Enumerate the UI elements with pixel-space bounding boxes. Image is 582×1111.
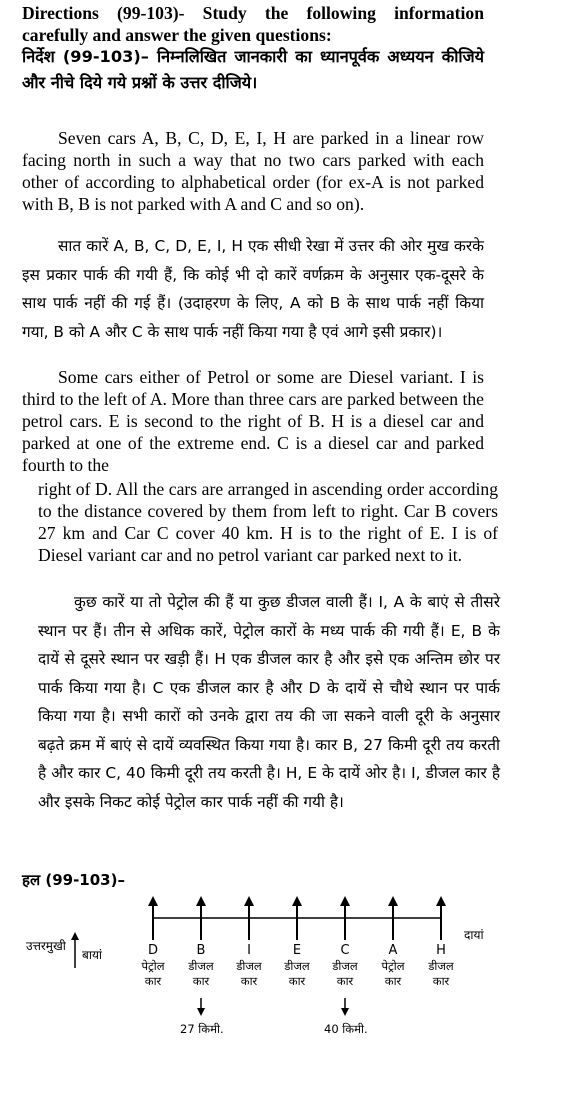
right-side-label: दायां	[464, 928, 484, 942]
car-i	[226, 943, 272, 989]
paragraph-2-english-part-a: Some cars either of Petrol or some are Diesel variant. I is third to the left of A. More than three cars are parked between the petrol cars. E is second to the right of B. H is a diesel car and parked at one of the extreme end. C is a diesel car and parked fourth to the	[22, 367, 484, 475]
paragraph-2-hindi: कुछ कारें या तो पेट्रोल की हैं या कुछ डीजल वाली हैं। I, A के बाएं से तीसरे स्थान पर हैं। तीन से अधिक कारें, पेट्रोल कारों के मध्य पार्क की गयी हैं। E, B के दायें से दूसरे स्थान पर खड़ी हैं। H एक डीजल कार है और इसे एक अन्तिम छोर पर पार्क किया गया है। C एक डीजल कार है और D के दायें से चौथे स्थान पर पार्क किया गया है। सभी कारों को उनके द्वारा तय की जा सकने वाली दूरी के अनुसार बढ़ते क्रम में बाएं से दायें व्यवस्थित किया गया है। कार B, 27 किमी दूरी तय करती है और कार C, 40 किमी दूरी तय करती है। H, E के दायें ओर है। I, डीजल कार है और इसके निकट कोई पेट्रोल कार पार्क नहीं की गयी है।	[38, 593, 500, 811]
car-name: B	[196, 943, 206, 958]
car-fuel: पेट्रोल	[381, 959, 405, 973]
car-fuel: डीजल	[332, 959, 358, 973]
paragraph-2-english-part-b: right of D. All the cars are arranged in ascending order according to the distance covered by them from left to right. Car B covers 27 km and Car C cover 40 km. H is to the right of E. I is of Diesel variant car and no petrol variant car parked next to it.	[38, 479, 498, 565]
left-side-label: बायां	[82, 948, 103, 962]
car-c	[322, 943, 368, 989]
car-h	[418, 943, 464, 989]
car-kar-label: कार	[288, 974, 306, 988]
distance-label-b: 27 किमी.	[180, 1022, 224, 1036]
car-fuel: डीजल	[236, 959, 262, 973]
car-fuel: डीजल	[284, 959, 310, 973]
paragraph-1-hindi: सात कारें A, B, C, D, E, I, H एक सीधी रेखा में उत्तर की ओर मुख करके इस प्रकार पार्क की गयी हैं, कि कोई भी दो कारें वर्णक्रम के अनुसार एक-दूसरे के साथ पार्क नहीं की गई हैं। (उदाहरण के लिए, A को B के साथ पार्क नहीं किया गया, B को A और C के साथ पार्क नहीं किया गया है एवं आगे इसी प्रकार)।	[22, 237, 484, 341]
car-a	[370, 943, 416, 989]
car-name: I	[247, 943, 251, 958]
car-name: E	[292, 943, 302, 958]
directions-english: Directions (99-103)- Study the following information carefully and answer the given questions:	[22, 3, 484, 45]
paragraph-1-english: Seven cars A, B, C, D, E, I, H are parked in a linear row facing north in such a way that no two cars parked with each other of according to alphabetical order (for ex-A is not parked with B, B is not parked with A and C and so on).	[22, 128, 484, 214]
car-fuel: डीजल	[188, 959, 214, 973]
directions-hindi: निर्देश (99-103)– निम्नलिखित जानकारी का ध्यानपूर्वक अध्ययन कीजिये और नीचे दिये गये प्रश्नों के उत्तर दीजिये।	[22, 47, 484, 92]
car-name: D	[147, 943, 158, 958]
car-kar-label: कार	[192, 974, 210, 988]
car-kar-label: कार	[336, 974, 354, 988]
solution-title: हल (99-103)–	[22, 871, 125, 889]
car-kar-label: कार	[432, 974, 450, 988]
car-name: A	[388, 943, 398, 958]
distance-label-c: 40 किमी.	[324, 1022, 368, 1036]
car-kar-label: कार	[240, 974, 258, 988]
car-e	[274, 943, 320, 989]
car-name: C	[340, 943, 350, 958]
car-kar-label: कार	[384, 974, 402, 988]
north-facing-label: उत्तरमुखी	[26, 939, 66, 953]
car-fuel: पेट्रोल	[141, 959, 165, 973]
car-kar-label: कार	[144, 974, 162, 988]
car-b	[178, 943, 224, 989]
car-fuel: डीजल	[428, 959, 454, 973]
car-d	[130, 943, 176, 989]
car-name: H	[436, 943, 446, 958]
car-arrangement-diagram	[0, 890, 582, 1060]
